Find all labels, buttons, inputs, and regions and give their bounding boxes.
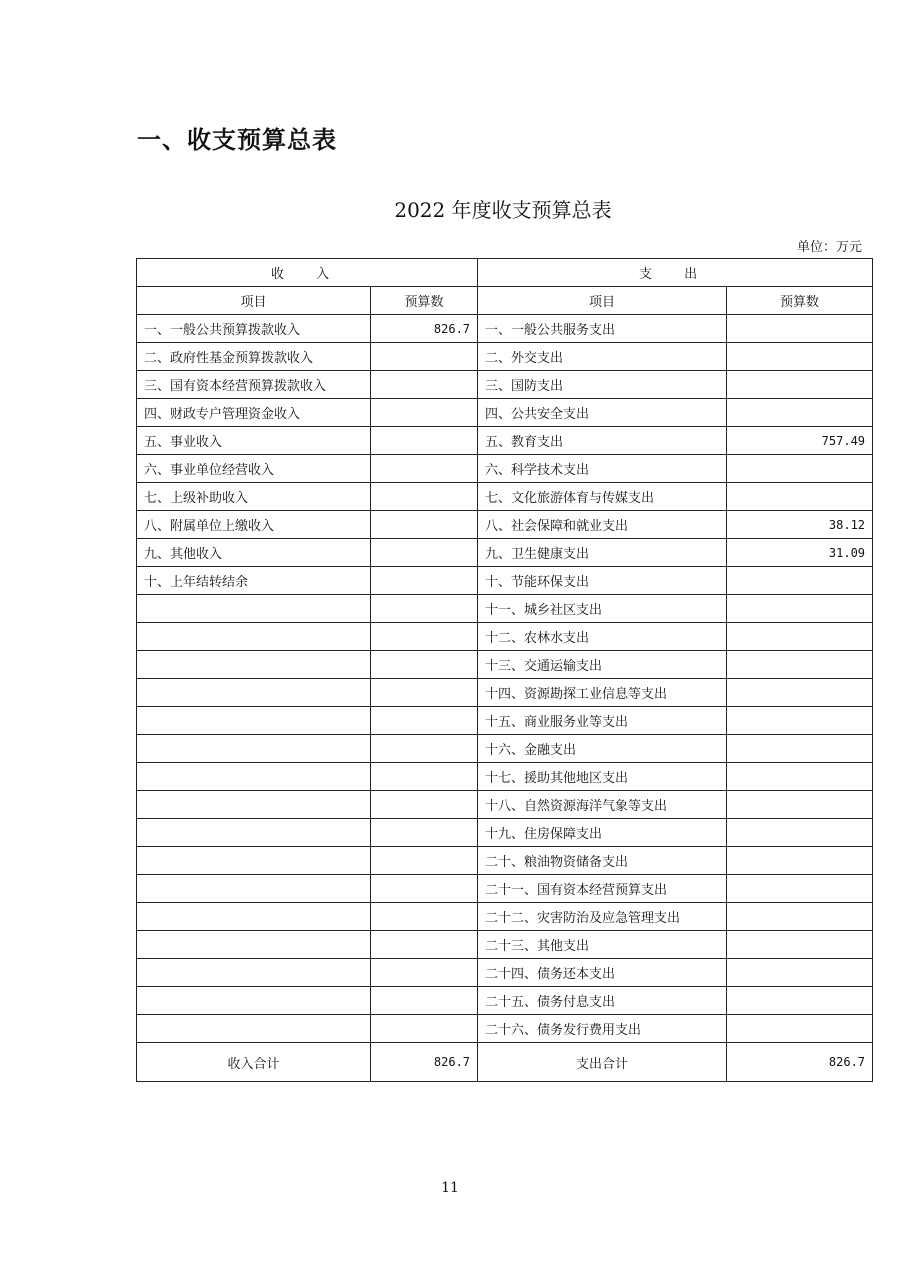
expense-amount-cell <box>727 763 873 791</box>
table-row <box>137 959 873 987</box>
expense-item-cell: 六、科学技术支出 <box>478 455 727 483</box>
table-row <box>137 511 873 539</box>
income-amount-cell <box>371 875 478 903</box>
income-amount-cell <box>371 371 478 399</box>
table-row <box>137 847 873 875</box>
income-amount-cell <box>371 651 478 679</box>
expense-amount-cell <box>727 847 873 875</box>
expense-item-cell: 十四、资源勘探工业信息等支出 <box>478 679 727 707</box>
expense-amount-cell: 757.49 <box>727 427 873 455</box>
income-item-cell: 一、一般公共预算拨款收入 <box>137 315 371 343</box>
expense-item-cell: 三、国防支出 <box>478 371 727 399</box>
table-row <box>137 539 873 567</box>
table-row <box>137 735 873 763</box>
totals-row <box>137 1043 873 1082</box>
income-amount-cell <box>371 539 478 567</box>
income-amount-cell <box>371 427 478 455</box>
expense-amount-header: 预算数 <box>727 287 873 315</box>
table-row <box>137 903 873 931</box>
income-item-cell <box>137 707 371 735</box>
expense-item-cell: 十九、住房保障支出 <box>478 819 727 847</box>
table-row <box>137 819 873 847</box>
column-header-row <box>137 287 873 315</box>
income-amount-cell <box>371 595 478 623</box>
page-heading: 一、收支预算总表 <box>137 126 337 154</box>
table-row <box>137 427 873 455</box>
expense-item-cell: 二十三、其他支出 <box>478 931 727 959</box>
income-item-cell <box>137 791 371 819</box>
income-amount-cell <box>371 483 478 511</box>
expense-amount-cell <box>727 399 873 427</box>
expense-item-cell: 八、社会保障和就业支出 <box>478 511 727 539</box>
expense-amount-cell <box>727 931 873 959</box>
income-amount-cell <box>371 455 478 483</box>
section-header-row <box>137 259 873 287</box>
expense-amount-cell <box>727 707 873 735</box>
income-item-cell: 六、事业单位经营收入 <box>137 455 371 483</box>
income-item-cell <box>137 931 371 959</box>
table-row <box>137 791 873 819</box>
expense-amount-cell <box>727 679 873 707</box>
expense-amount-cell <box>727 987 873 1015</box>
income-amount-cell <box>371 623 478 651</box>
table-row <box>137 651 873 679</box>
expense-item-cell: 十七、援助其他地区支出 <box>478 763 727 791</box>
expense-item-cell: 二十四、债务还本支出 <box>478 959 727 987</box>
income-item-cell <box>137 1015 371 1043</box>
table-row <box>137 343 873 371</box>
expense-amount-cell <box>727 595 873 623</box>
table-row <box>137 679 873 707</box>
expense-item-cell: 二十、粮油物资储备支出 <box>478 847 727 875</box>
income-amount-cell <box>371 511 478 539</box>
income-item-cell <box>137 763 371 791</box>
income-item-cell <box>137 847 371 875</box>
income-amount-header: 预算数 <box>371 287 478 315</box>
table-row <box>137 1015 873 1043</box>
expense-item-cell: 一、一般公共服务支出 <box>478 315 727 343</box>
table-row <box>137 931 873 959</box>
income-amount-cell <box>371 679 478 707</box>
expense-item-cell: 十八、自然资源海洋气象等支出 <box>478 791 727 819</box>
income-amount-cell <box>371 735 478 763</box>
expense-item-cell: 十五、商业服务业等支出 <box>478 707 727 735</box>
income-total-label: 收入合计 <box>137 1043 371 1082</box>
expense-amount-cell <box>727 875 873 903</box>
expense-item-cell: 二十六、债务发行费用支出 <box>478 1015 727 1043</box>
income-amount-cell <box>371 567 478 595</box>
income-item-cell: 七、上级补助收入 <box>137 483 371 511</box>
table-row <box>137 315 873 343</box>
income-amount-cell <box>371 1015 478 1043</box>
expense-item-cell: 二、外交支出 <box>478 343 727 371</box>
table-row <box>137 987 873 1015</box>
expense-item-cell: 二十二、灾害防治及应急管理支出 <box>478 903 727 931</box>
income-item-cell: 十、上年结转结余 <box>137 567 371 595</box>
income-item-cell <box>137 735 371 763</box>
income-amount-cell <box>371 987 478 1015</box>
budget-summary-table <box>136 258 873 1082</box>
income-item-cell: 二、政府性基金预算拨款收入 <box>137 343 371 371</box>
income-item-cell <box>137 679 371 707</box>
table-row <box>137 595 873 623</box>
expense-amount-cell <box>727 791 873 819</box>
expense-item-cell: 十、节能环保支出 <box>478 567 727 595</box>
expense-amount-cell <box>727 455 873 483</box>
expense-item-cell: 九、卫生健康支出 <box>478 539 727 567</box>
income-item-cell: 四、财政专户管理资金收入 <box>137 399 371 427</box>
income-amount-cell <box>371 791 478 819</box>
income-item-cell: 五、事业收入 <box>137 427 371 455</box>
expense-section-header: 支 出 <box>478 259 873 287</box>
expense-amount-cell <box>727 371 873 399</box>
expense-amount-cell <box>727 819 873 847</box>
expense-item-cell: 十二、农林水支出 <box>478 623 727 651</box>
expense-item-cell: 五、教育支出 <box>478 427 727 455</box>
expense-total-value: 826.7 <box>727 1043 873 1082</box>
expense-amount-cell <box>727 315 873 343</box>
income-item-cell <box>137 819 371 847</box>
expense-amount-cell: 31.09 <box>727 539 873 567</box>
page-number: 11 <box>441 1180 459 1196</box>
expense-amount-cell <box>727 483 873 511</box>
income-item-cell <box>137 595 371 623</box>
expense-amount-cell <box>727 343 873 371</box>
table-row <box>137 763 873 791</box>
expense-item-cell: 四、公共安全支出 <box>478 399 727 427</box>
income-amount-cell <box>371 819 478 847</box>
expense-total-label: 支出合计 <box>478 1043 727 1082</box>
expense-amount-cell <box>727 651 873 679</box>
income-section-header: 收 入 <box>137 259 478 287</box>
expense-item-header: 项目 <box>478 287 727 315</box>
income-item-cell: 三、国有资本经营预算拨款收入 <box>137 371 371 399</box>
expense-amount-cell <box>727 567 873 595</box>
income-item-header: 项目 <box>137 287 371 315</box>
income-amount-cell: 826.7 <box>371 315 478 343</box>
expense-item-cell: 十三、交通运输支出 <box>478 651 727 679</box>
table-row <box>137 399 873 427</box>
income-amount-cell <box>371 959 478 987</box>
income-item-cell: 九、其他收入 <box>137 539 371 567</box>
income-amount-cell <box>371 707 478 735</box>
expense-amount-cell <box>727 735 873 763</box>
expense-item-cell: 十六、金融支出 <box>478 735 727 763</box>
income-amount-cell <box>371 763 478 791</box>
table-row <box>137 483 873 511</box>
expense-amount-cell: 38.12 <box>727 511 873 539</box>
expense-amount-cell <box>727 903 873 931</box>
income-amount-cell <box>371 399 478 427</box>
table-title: 2022 年度收支预算总表 <box>394 198 612 222</box>
expense-amount-cell <box>727 1015 873 1043</box>
income-item-cell <box>137 623 371 651</box>
income-item-cell: 八、附属单位上缴收入 <box>137 511 371 539</box>
income-amount-cell <box>371 931 478 959</box>
expense-amount-cell <box>727 959 873 987</box>
expense-item-cell: 二十五、债务付息支出 <box>478 987 727 1015</box>
table-row <box>137 875 873 903</box>
unit-label: 单位：万元 <box>796 240 862 255</box>
income-item-cell <box>137 987 371 1015</box>
table-row <box>137 371 873 399</box>
table-row <box>137 623 873 651</box>
income-amount-cell <box>371 847 478 875</box>
income-amount-cell <box>371 903 478 931</box>
expense-item-cell: 七、文化旅游体育与传媒支出 <box>478 483 727 511</box>
expense-item-cell: 二十一、国有资本经营预算支出 <box>478 875 727 903</box>
income-item-cell <box>137 959 371 987</box>
income-item-cell <box>137 651 371 679</box>
income-total-value: 826.7 <box>371 1043 478 1082</box>
income-amount-cell <box>371 343 478 371</box>
table-row <box>137 707 873 735</box>
table-row <box>137 567 873 595</box>
table-row <box>137 455 873 483</box>
income-item-cell <box>137 875 371 903</box>
income-item-cell <box>137 903 371 931</box>
expense-item-cell: 十一、城乡社区支出 <box>478 595 727 623</box>
expense-amount-cell <box>727 623 873 651</box>
